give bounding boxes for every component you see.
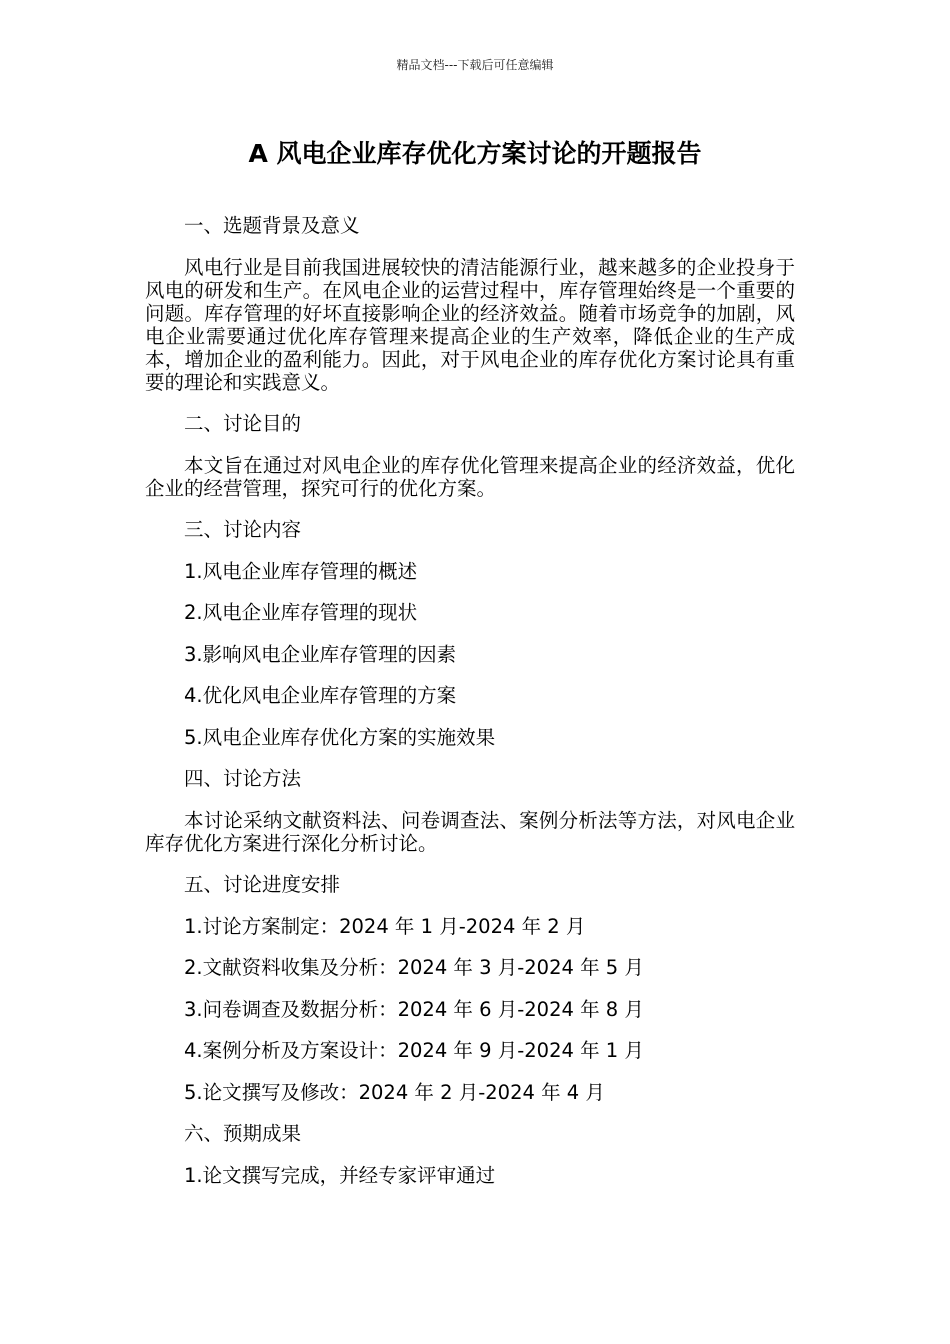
section-heading: 六、预期成果 <box>184 1122 302 1145</box>
list-item: 5.风电企业库存优化方案的实施效果 <box>184 725 496 749</box>
list-item: 1.讨论方案制定：2024 年 1 月-2024 年 2 月 <box>184 914 586 938</box>
list-item: 4.优化风电企业库存管理的方案 <box>184 684 457 707</box>
list-item: 1.风电企业库存管理的概述 <box>184 559 418 583</box>
section-heading: 四、讨论方法 <box>184 767 302 790</box>
header-note: 精品文档---下载后可任意编辑 <box>396 58 554 72</box>
section-heading: 二、讨论目的 <box>184 412 302 435</box>
document-body <box>145 214 795 1205</box>
list-item: 5.论文撰写及修改：2024 年 2 月-2024 年 4 月 <box>184 1080 605 1104</box>
list-item: 3.影响风电企业库存管理的因素 <box>184 642 457 666</box>
section-heading: 一、选题背景及意义 <box>184 214 360 237</box>
document-title: A 风电企业库存优化方案讨论的开题报告 <box>248 139 702 168</box>
list-item: 3.问卷调查及数据分析：2024 年 6 月-2024 年 8 月 <box>184 997 644 1021</box>
paragraph: 本文旨在通过对风电企业的库存优化管理来提高企业的经济效益，优化企业的经营管理，探究可行的优化方案。 <box>145 453 795 500</box>
section-heading: 五、讨论进度安排 <box>184 873 341 896</box>
paragraph: 本讨论采纳文献资料法、问卷调查法、案例分析法等方法，对风电企业库存优化方案进行深化分析讨论。 <box>145 808 795 855</box>
paragraph: 风电行业是目前我国进展较快的清洁能源行业，越来越多的企业投身于风电的研发和生产。在风电企业的运营过程中，库存管理始终是一个重要的问题。库存管理的好坏直接影响企业的经济效益。随着市场竞争的加剧，风电企业需要通过优化库存管理来提高企业的生产效率，降低企业的生产成本，增加企业的盈利能力。因此，对于风电企业的库存优化方案讨论具有重要的理论和实践意义。 <box>145 255 795 394</box>
list-item: 4.案例分析及方案设计：2024 年 9 月-2024 年 1 月 <box>184 1039 644 1062</box>
list-item: 2.文献资料收集及分析：2024 年 3 月-2024 年 5 月 <box>184 956 644 979</box>
list-item: 2.风电企业库存管理的现状 <box>184 601 418 624</box>
list-item: 1.论文撰写完成，并经专家评审通过 <box>184 1163 496 1187</box>
section-heading: 三、讨论内容 <box>184 518 302 541</box>
